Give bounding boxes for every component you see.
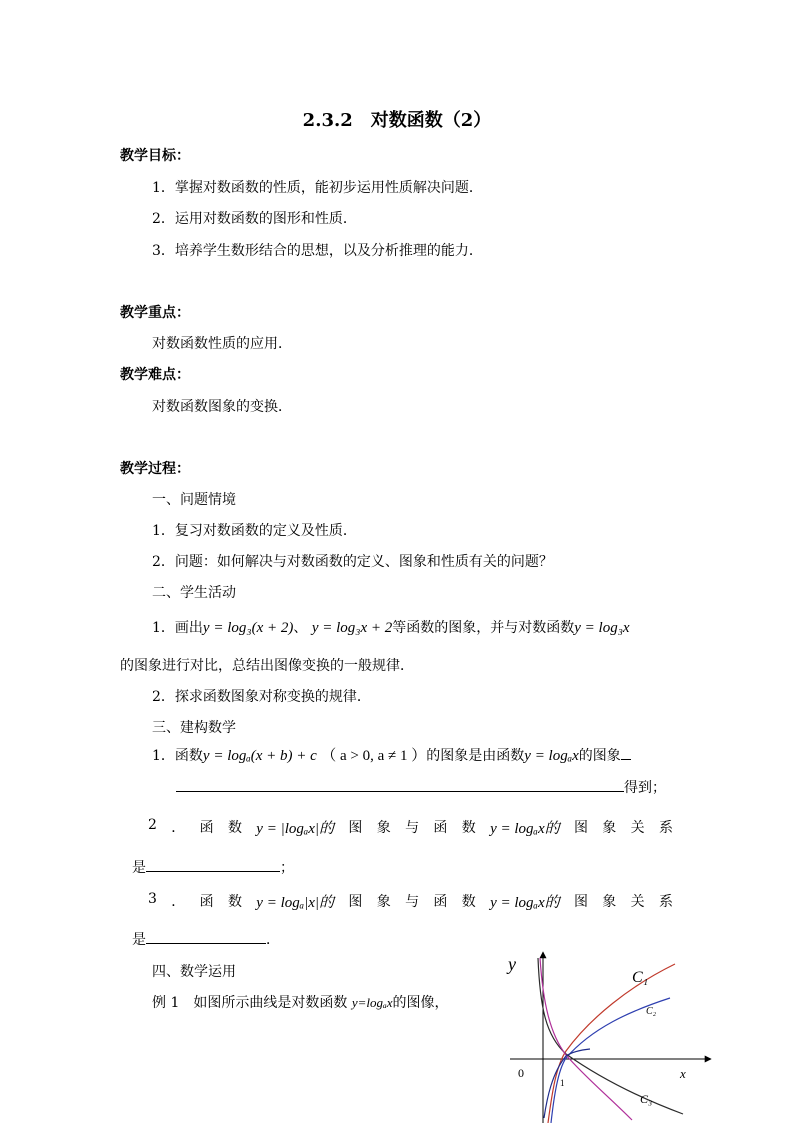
section-2-title: 二、学生活动	[152, 585, 236, 601]
difficulty-text: 对数函数图象的变换．	[152, 399, 292, 415]
word: 数	[227, 894, 242, 910]
word: 函	[199, 894, 214, 910]
word: 象	[376, 820, 391, 836]
word: 函	[433, 820, 448, 836]
word: 象	[602, 820, 617, 836]
section-3-item-2-cont	[132, 857, 294, 877]
page-title: 2.3.2 对数函数（2）	[302, 110, 492, 131]
answer-blank[interactable]	[621, 745, 631, 760]
text: 得到；	[624, 780, 666, 796]
word: 数	[227, 820, 242, 836]
text: 的图象	[578, 748, 621, 764]
answer-blank[interactable]	[176, 777, 624, 792]
goal-item: 3．培养学生数形结合的思想，以及分析推理的能力．	[152, 243, 483, 259]
word: 3	[148, 891, 157, 907]
text: 例 1 如图所示曲线是对数函数	[152, 995, 348, 1011]
text: 1．函数	[152, 748, 203, 764]
difficulty-heading: 教学难点：	[120, 367, 190, 383]
formula-logax: y = logₐx	[524, 748, 579, 764]
word: 象	[602, 894, 617, 910]
word: 函	[199, 820, 214, 836]
formula-loga-abs-x: y = logₐ|x|的	[256, 895, 335, 911]
formula-abs-logax: y = |logₐx|的	[256, 821, 335, 837]
word: ．	[171, 894, 186, 910]
word: 关	[630, 894, 645, 910]
one-label: 1	[560, 1078, 565, 1088]
section-3-item-2	[148, 817, 673, 838]
text: ．	[266, 932, 280, 948]
formula-loga-shift: y = logₐ(x + b) + c	[202, 748, 317, 764]
section-2-item-1-cont: 的图象进行对比，总结出图像变换的一般规律．	[120, 658, 414, 674]
section-1-item: 1．复习对数函数的定义及性质．	[152, 523, 357, 539]
section-3-item-3-cont	[132, 929, 280, 949]
formula-log3-x-plus-2: y = log₃(x + 2)	[202, 620, 294, 636]
section-3-item-1	[152, 744, 631, 765]
x-axis-label: x	[680, 1066, 686, 1081]
answer-blank[interactable]	[146, 857, 280, 872]
word: 系	[658, 820, 673, 836]
word: 数	[461, 894, 476, 910]
text: 是	[132, 860, 146, 876]
answer-blank[interactable]	[146, 929, 266, 944]
word: 图	[348, 894, 363, 910]
goal-item: 1．掌握对数函数的性质，能初步运用性质解决问题．	[152, 180, 483, 196]
word: 数	[461, 820, 476, 836]
section-4-title: 四、数学运用	[152, 964, 236, 980]
word: 与	[405, 820, 420, 836]
word: 图	[348, 820, 363, 836]
section-3-item-1-cont	[176, 777, 666, 797]
text: 的图像，	[392, 995, 449, 1011]
curve-c3	[538, 958, 683, 1114]
formula-log3x-plus-2: y = log₃x + 2	[311, 620, 393, 636]
text: 、	[293, 620, 308, 636]
section-1-title: 一、问题情境	[152, 492, 236, 508]
goals-heading: 教学目标：	[120, 148, 190, 164]
process-heading: 教学过程：	[120, 461, 190, 477]
word: 图	[573, 820, 588, 836]
curve-c1	[548, 964, 675, 1123]
section-2-item-2: 2．探求函数图象对称变换的规律．	[152, 689, 371, 705]
word: 关	[630, 820, 645, 836]
text: 是	[132, 932, 146, 948]
origin-label: 0	[518, 1066, 524, 1080]
log-curves-graph	[500, 948, 722, 1123]
word: 图	[573, 894, 588, 910]
word: 象	[376, 894, 391, 910]
section-3-item-3	[148, 891, 673, 912]
formula-example: y=logₐx	[351, 995, 393, 1010]
key-point-text: 对数函数性质的应用．	[152, 336, 292, 352]
formula-logax: y = logₐx的	[490, 895, 560, 911]
word: 函	[433, 894, 448, 910]
goal-item: 2．运用对数函数的图形和性质．	[152, 211, 357, 227]
word: 与	[405, 894, 420, 910]
formula-log3x: y = log₃x	[574, 620, 630, 636]
formula-logax: y = logₐx的	[490, 821, 560, 837]
curve-label-c2: C₂	[646, 1006, 657, 1017]
section-3-title: 三、建构数学	[152, 720, 236, 736]
text: 等函数的图象，并与对数函数	[392, 620, 575, 636]
example-1	[152, 992, 449, 1012]
text: 1．画出	[152, 620, 203, 636]
word: 2	[148, 817, 157, 833]
section-2-item-1	[152, 617, 630, 637]
section-1-item: 2．问题：如何解决与对数函数的定义、图象和性质有关的问题？	[152, 554, 553, 570]
word: ．	[171, 820, 186, 836]
formula-condition: （ a > 0, a ≠ 1 ）	[321, 748, 427, 764]
y-axis-label: y	[508, 954, 516, 974]
curve-label-c3: C₃	[640, 1092, 653, 1106]
word: 系	[658, 894, 673, 910]
key-point-heading: 教学重点：	[120, 305, 190, 321]
text: 的图象是由函数	[426, 748, 525, 764]
curve-label-c1: C₁	[632, 969, 649, 986]
text: ；	[280, 860, 294, 876]
